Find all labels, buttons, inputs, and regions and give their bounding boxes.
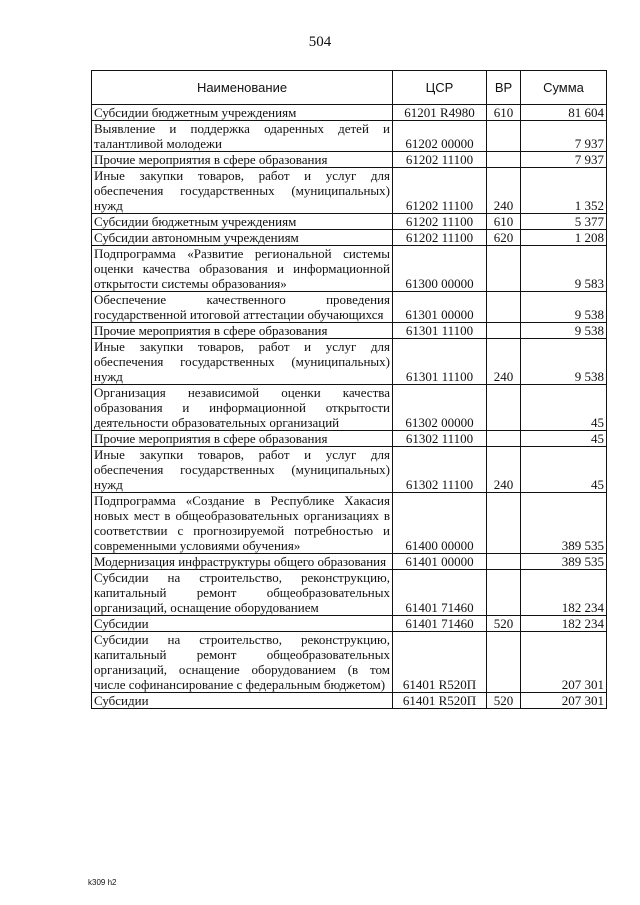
cell-sum: 207 301 xyxy=(521,632,607,693)
cell-sum: 389 535 xyxy=(521,493,607,554)
header-name: Наименование xyxy=(92,71,393,105)
cell-csr: 61202 11100 xyxy=(393,152,487,168)
cell-vr xyxy=(487,385,521,431)
cell-name: Иные закупки товаров, работ и услуг для обеспечения государственных (муниципальных) нужд xyxy=(92,339,393,385)
footer-code: k309 h2 xyxy=(88,878,117,887)
cell-vr: 620 xyxy=(487,230,521,246)
table-row xyxy=(92,121,607,152)
cell-sum: 45 xyxy=(521,431,607,447)
page-number: 504 xyxy=(308,34,332,50)
cell-name: Субсидии xyxy=(92,693,393,709)
cell-csr: 61400 00000 xyxy=(393,493,487,554)
cell-sum: 207 301 xyxy=(521,693,607,709)
cell-sum: 9 583 xyxy=(521,246,607,292)
cell-vr xyxy=(487,323,521,339)
table-row xyxy=(92,214,607,230)
cell-name: Субсидии автономным учреждениям xyxy=(92,230,393,246)
table-row xyxy=(92,292,607,323)
cell-name: Субсидии на строительство, реконструкцию, капитальный ремонт общеобразовательных организаций, оснащение оборудованием xyxy=(92,570,393,616)
budget-table xyxy=(91,70,607,709)
cell-csr: 61401 00000 xyxy=(393,554,487,570)
table-row xyxy=(92,385,607,431)
cell-csr: 61301 11100 xyxy=(393,323,487,339)
cell-name: Прочие мероприятия в сфере образования xyxy=(92,323,393,339)
cell-csr: 61300 00000 xyxy=(393,246,487,292)
table-row xyxy=(92,493,607,554)
cell-name: Модернизация инфраструктуры общего образования xyxy=(92,554,393,570)
cell-name: Прочие мероприятия в сфере образования xyxy=(92,152,393,168)
table-row xyxy=(92,693,607,709)
cell-vr xyxy=(487,292,521,323)
cell-sum: 9 538 xyxy=(521,292,607,323)
cell-sum: 7 937 xyxy=(521,121,607,152)
table-row xyxy=(92,570,607,616)
cell-sum: 182 234 xyxy=(521,616,607,632)
table-row xyxy=(92,246,607,292)
header-sum: Сумма xyxy=(521,71,607,105)
cell-sum: 9 538 xyxy=(521,339,607,385)
cell-vr xyxy=(487,121,521,152)
cell-sum: 9 538 xyxy=(521,323,607,339)
cell-name: Организация независимой оценки качества образования и информационной открытости деятельности образовательных организаций xyxy=(92,385,393,431)
cell-csr: 61401 71460 xyxy=(393,570,487,616)
cell-csr: 61401 R520П xyxy=(393,693,487,709)
cell-csr: 61202 11100 xyxy=(393,230,487,246)
cell-sum: 81 604 xyxy=(521,105,607,121)
table-row xyxy=(92,323,607,339)
cell-csr: 61202 00000 xyxy=(393,121,487,152)
cell-csr: 61301 00000 xyxy=(393,292,487,323)
cell-vr: 610 xyxy=(487,214,521,230)
cell-sum: 45 xyxy=(521,385,607,431)
cell-vr: 520 xyxy=(487,616,521,632)
cell-csr: 61302 11100 xyxy=(393,447,487,493)
table-row xyxy=(92,616,607,632)
table-row xyxy=(92,152,607,168)
cell-vr xyxy=(487,152,521,168)
table-row xyxy=(92,632,607,693)
cell-name: Выявление и поддержка одаренных детей и талантливой молодежи xyxy=(92,121,393,152)
cell-name: Субсидии бюджетным учреждениям xyxy=(92,105,393,121)
cell-name: Субсидии бюджетным учреждениям xyxy=(92,214,393,230)
cell-csr: 61401 71460 xyxy=(393,616,487,632)
table-row xyxy=(92,554,607,570)
cell-name: Субсидии на строительство, реконструкцию, капитальный ремонт общеобразовательных организаций, оснащение оборудованием (в том числе софинансирование с федеральным бюджетом) xyxy=(92,632,393,693)
cell-vr xyxy=(487,493,521,554)
cell-vr: 240 xyxy=(487,168,521,214)
header-vr: ВР xyxy=(487,71,521,105)
cell-name: Иные закупки товаров, работ и услуг для обеспечения государственных (муниципальных) нужд xyxy=(92,447,393,493)
cell-sum: 5 377 xyxy=(521,214,607,230)
table-header-row xyxy=(92,71,607,105)
cell-vr: 610 xyxy=(487,105,521,121)
table-row xyxy=(92,230,607,246)
cell-name: Иные закупки товаров, работ и услуг для обеспечения государственных (муниципальных) нужд xyxy=(92,168,393,214)
cell-sum: 7 937 xyxy=(521,152,607,168)
cell-sum: 1 352 xyxy=(521,168,607,214)
cell-csr: 61202 11100 xyxy=(393,214,487,230)
header-csr: ЦСР xyxy=(393,71,487,105)
table-row xyxy=(92,447,607,493)
cell-csr: 61201 R4980 xyxy=(393,105,487,121)
cell-sum: 182 234 xyxy=(521,570,607,616)
table-row xyxy=(92,105,607,121)
cell-vr xyxy=(487,246,521,292)
cell-csr: 61302 00000 xyxy=(393,385,487,431)
cell-sum: 1 208 xyxy=(521,230,607,246)
cell-sum: 389 535 xyxy=(521,554,607,570)
cell-csr: 61301 11100 xyxy=(393,339,487,385)
cell-name: Подпрограмма «Создание в Республике Хакасия новых мест в общеобразовательных организациях в соответствии с прогнозируемой потребностью и современными условиями обучения» xyxy=(92,493,393,554)
cell-vr xyxy=(487,554,521,570)
cell-name: Подпрограмма «Развитие региональной системы оценки качества образования и информационной открытости системы образования» xyxy=(92,246,393,292)
cell-name: Прочие мероприятия в сфере образования xyxy=(92,431,393,447)
cell-vr xyxy=(487,431,521,447)
table-row xyxy=(92,168,607,214)
cell-vr xyxy=(487,570,521,616)
cell-csr: 61302 11100 xyxy=(393,431,487,447)
cell-vr: 520 xyxy=(487,693,521,709)
cell-csr: 61401 R520П xyxy=(393,632,487,693)
table-row xyxy=(92,339,607,385)
table-row xyxy=(92,431,607,447)
cell-name: Субсидии xyxy=(92,616,393,632)
cell-sum: 45 xyxy=(521,447,607,493)
cell-vr: 240 xyxy=(487,447,521,493)
cell-vr: 240 xyxy=(487,339,521,385)
cell-name: Обеспечение качественного проведения государственной итоговой аттестации обучающихся xyxy=(92,292,393,323)
cell-csr: 61202 11100 xyxy=(393,168,487,214)
cell-vr xyxy=(487,632,521,693)
